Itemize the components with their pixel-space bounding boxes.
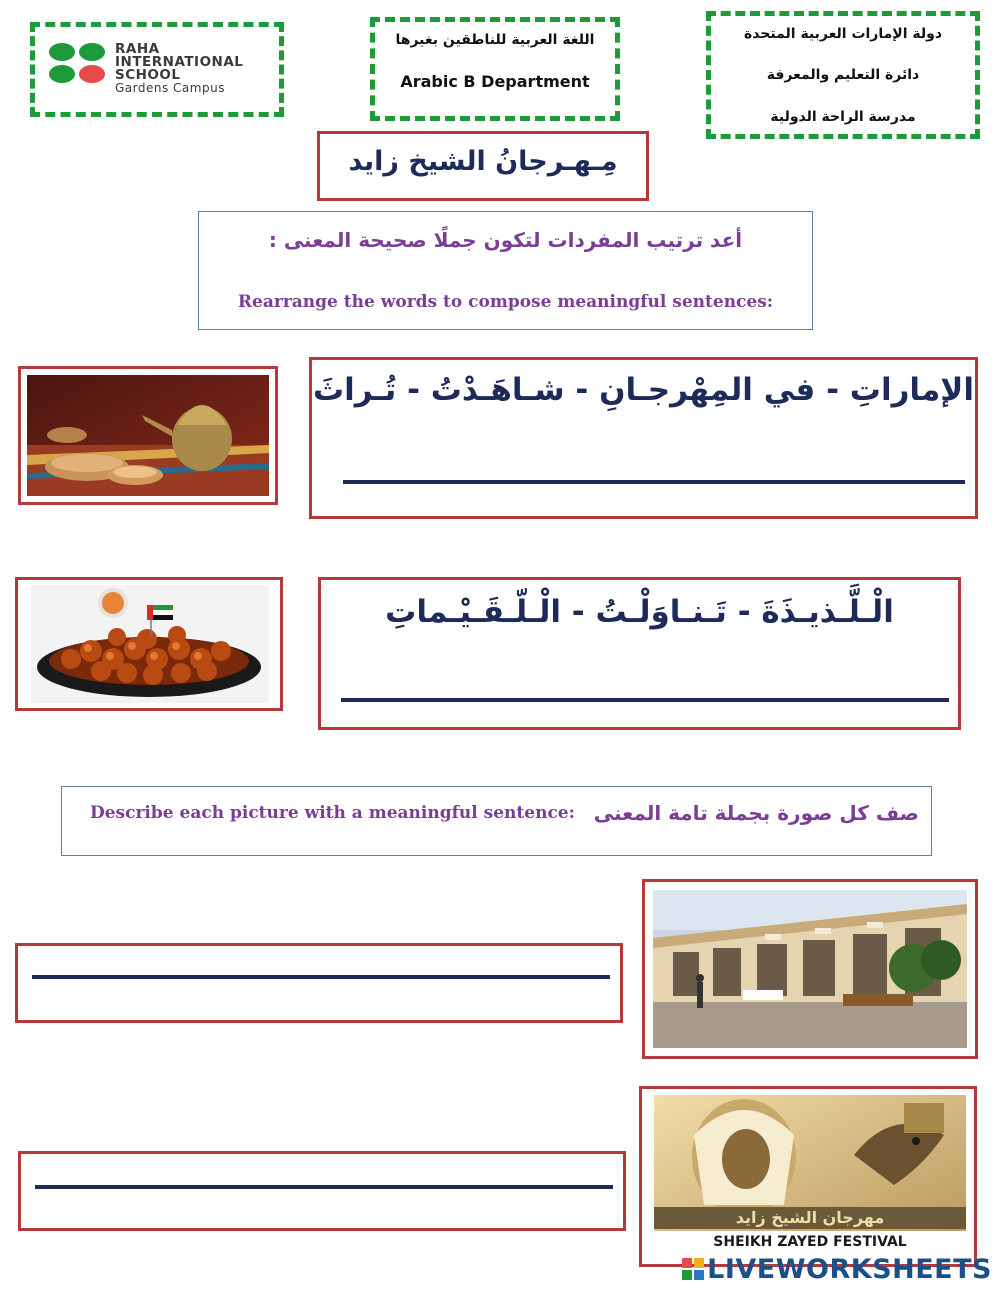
department-name: دائرة التعليم والمعرفة [766,67,920,83]
exercise-2-answer-line[interactable] [341,698,949,702]
liveworksheets-logo-icon [682,1258,704,1280]
instructions-arabic-1: أعد ترتيب المفردات لتكون جملًا صحيحة المعنى : [268,228,743,252]
liveworksheets-watermark[interactable] [682,1254,992,1285]
instructions-english-1: Rearrange the words to compose meaningful sentences: [237,292,774,312]
school-logo-text [115,43,243,95]
instructions-box-2 [61,786,932,856]
watermark-text: LIVEWORKSHEETS [707,1254,992,1285]
exercise-1-box [309,357,978,519]
school-name-arabic: مدرسة الراحة الدولية [770,109,916,125]
answer-box-4 [18,1151,626,1231]
instructions-arabic-2: صف كل صورة بجملة تامة المعنى [593,801,919,825]
logo-line-1: RAHA [115,41,160,57]
department-arabic: اللغة العربية للناطقين بغيرها [395,32,595,48]
exercise-2-box [318,577,961,730]
instructions-english-2: Describe each picture with a meaningful sentence: [90,803,575,823]
exercise-1-answer-line[interactable] [343,480,965,484]
poster-banner-arabic: مهرجان الشيخ زايد [735,1208,885,1227]
picture-frame-coffee [18,366,278,505]
picture-frame-festival-poster [639,1086,977,1267]
instructions-box-1 [198,211,813,330]
department-box [370,17,620,121]
school-logo-icon [49,43,107,83]
picture-frame-souq [642,879,978,1059]
page-title: مِـهـرجانُ الشيخ زايد [348,146,618,177]
answer-4-line[interactable] [35,1185,613,1189]
festival-souq-image [653,890,967,1048]
logo-line-3: SCHOOL [115,67,181,83]
country-name: دولة الإمارات العربية المتحدة [743,26,943,42]
poster-banner-english: SHEIKH ZAYED FESTIVAL [654,1231,966,1253]
authority-box [706,11,980,139]
exercise-2-words: الْـلَّـذيـذَةَ - تَـنـاوَلْـتُ - الْـلّـقَـيْـماتِ [385,594,894,630]
school-logo-box [30,22,284,117]
logo-line-2: INTERNATIONAL [115,54,244,70]
answer-box-3 [15,943,623,1023]
department-english: Arabic B Department [400,72,590,91]
exercise-1-words: الإماراتِ - في المِهْرجـانِ - شـاهَـدْتُ - تُـراثَ [313,372,974,408]
answer-3-line[interactable] [32,975,610,979]
title-box [317,131,649,201]
picture-frame-luqaimat [15,577,283,711]
sheikh-zayed-festival-poster-image [654,1095,966,1253]
arabic-coffee-pot-image [27,375,269,496]
luqaimat-image [31,585,269,703]
logo-campus: Gardens Campus [115,81,225,95]
